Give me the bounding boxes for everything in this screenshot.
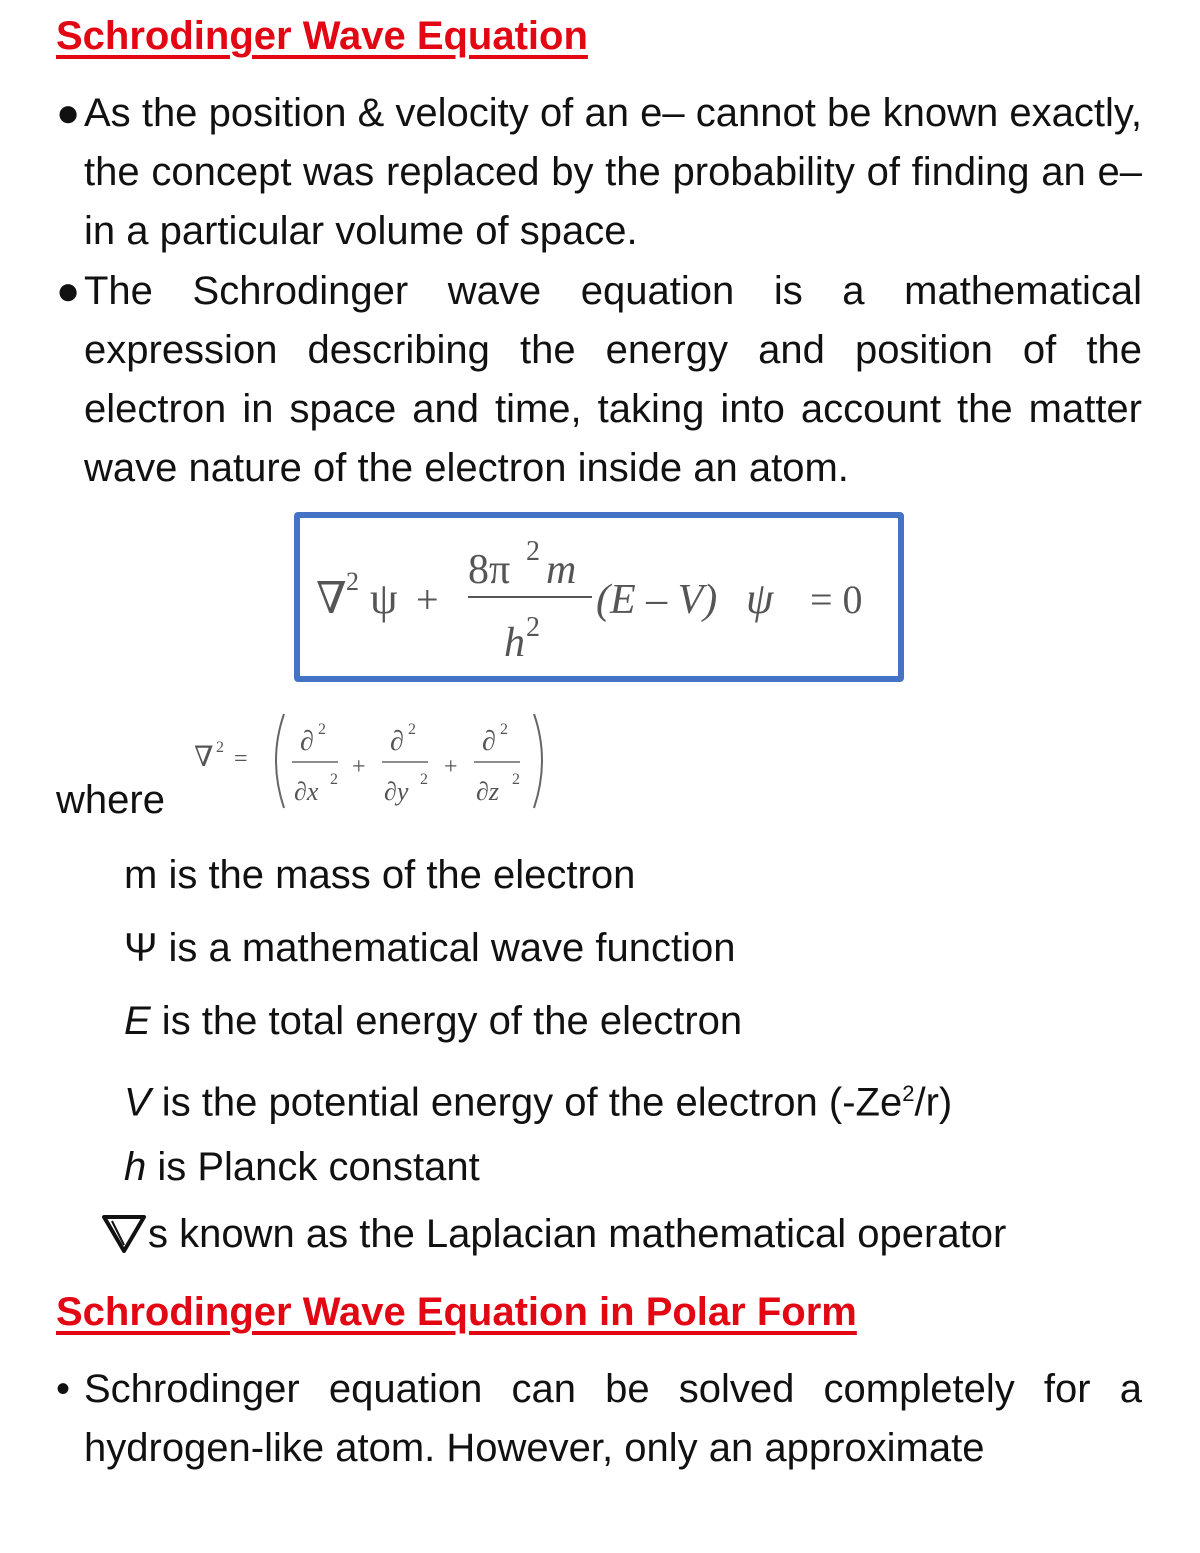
bullet-paragraph: [56, 262, 1142, 498]
definition-tail: /r): [914, 1080, 953, 1125]
bullet-paragraph: [56, 1360, 1142, 1478]
section-heading-polar: Schrodinger Wave Equation in Polar Form: [56, 1290, 857, 1334]
eq-sup: 2: [346, 567, 359, 596]
laplacian-description-text: s known as the Laplacian mathematical operator: [148, 1212, 1007, 1256]
lap-sup-2: 2: [408, 721, 416, 738]
laplacian-svg: [180, 704, 580, 824]
definition-item: [124, 992, 952, 1065]
lap-dz: ∂z: [476, 777, 499, 806]
lap-nabla: ∇: [194, 742, 214, 773]
definition-symbol: m: [124, 853, 158, 897]
lap-partial-1: ∂: [300, 726, 314, 757]
lap-sup-1: 2: [318, 721, 326, 738]
lap-plus-1: +: [352, 754, 366, 780]
nabla-icon: [100, 1213, 148, 1253]
bullet-icon: •: [56, 1367, 71, 1411]
laplacian-description: [100, 1212, 1006, 1257]
bullet-icon: ●: [56, 91, 81, 135]
lap-sup: 2: [216, 739, 224, 756]
lap-dx: ∂x: [294, 777, 319, 806]
eq-psi: ψ: [370, 574, 398, 623]
definition-item: [124, 919, 952, 992]
definition-item: [124, 1065, 952, 1138]
laplacian-definition-formula: [180, 704, 580, 824]
lap-dy: ∂y: [384, 777, 409, 806]
definition-text: is the total energy of the electron: [150, 999, 743, 1043]
lap-eq: =: [234, 746, 248, 772]
section-heading: Schrodinger Wave Equation: [56, 14, 588, 58]
lap-plus-2: +: [444, 754, 458, 780]
definition-text: is Planck constant: [146, 1145, 480, 1189]
definition-item: [124, 1138, 952, 1211]
eq-num-sup: 2: [526, 536, 540, 567]
eq-numerator: 8π: [468, 547, 511, 593]
where-label: where: [56, 778, 165, 822]
eq-psi-italic: ψ: [746, 574, 774, 623]
definition-text: is a mathematical wave function: [157, 926, 736, 970]
definition-superscript: 2: [902, 1081, 915, 1106]
bullet-text: The Schrodinger wave equation is a mathematical expression describing the energy and position of the electron in space and time, taking into account the matter wave nature of the electron inside an atom.: [84, 269, 1142, 490]
definition-symbol: E: [124, 999, 151, 1043]
definition-text: is the mass of the electron: [157, 853, 636, 897]
definition-text: is the potential energy of the electron (-Ze: [150, 1080, 903, 1125]
bullet-text: As the position & velocity of an e– cannot be known exactly, the concept was replaced by the probability of finding an e– in a particular volume of space.: [84, 91, 1142, 253]
lap-right-paren: [534, 714, 542, 808]
definition-symbol: Ψ: [124, 926, 158, 970]
bullet-icon: ●: [56, 269, 81, 313]
schrodinger-equation-box: [294, 512, 904, 682]
eq-nabla: ∇: [316, 574, 347, 623]
definition-item: [124, 846, 952, 919]
eq-e-minus-v: (E – V): [596, 577, 718, 623]
lap-partial-2: ∂: [390, 726, 404, 757]
eq-den-sup: 2: [526, 612, 540, 643]
definition-symbol: h: [124, 1145, 147, 1189]
eq-plus: +: [416, 577, 439, 622]
bullet-paragraph: [56, 84, 1142, 261]
lap-sup-3: 2: [500, 721, 508, 738]
eq-m: m: [546, 547, 577, 593]
eq-equals-zero: = 0: [810, 577, 863, 622]
lap-sup-dx: 2: [330, 771, 338, 788]
definition-list: [124, 846, 952, 1211]
bullet-text: Schrodinger equation can be solved completely for a hydrogen-like atom. However, only an approximate: [84, 1367, 1142, 1470]
lap-partial-3: ∂: [482, 726, 496, 757]
equation-svg: [300, 518, 898, 676]
lap-sup-dz: 2: [512, 771, 520, 788]
lap-left-paren: [276, 714, 284, 808]
lap-sup-dy: 2: [420, 771, 428, 788]
eq-denominator: h: [504, 620, 525, 666]
definition-symbol: V: [124, 1080, 151, 1125]
